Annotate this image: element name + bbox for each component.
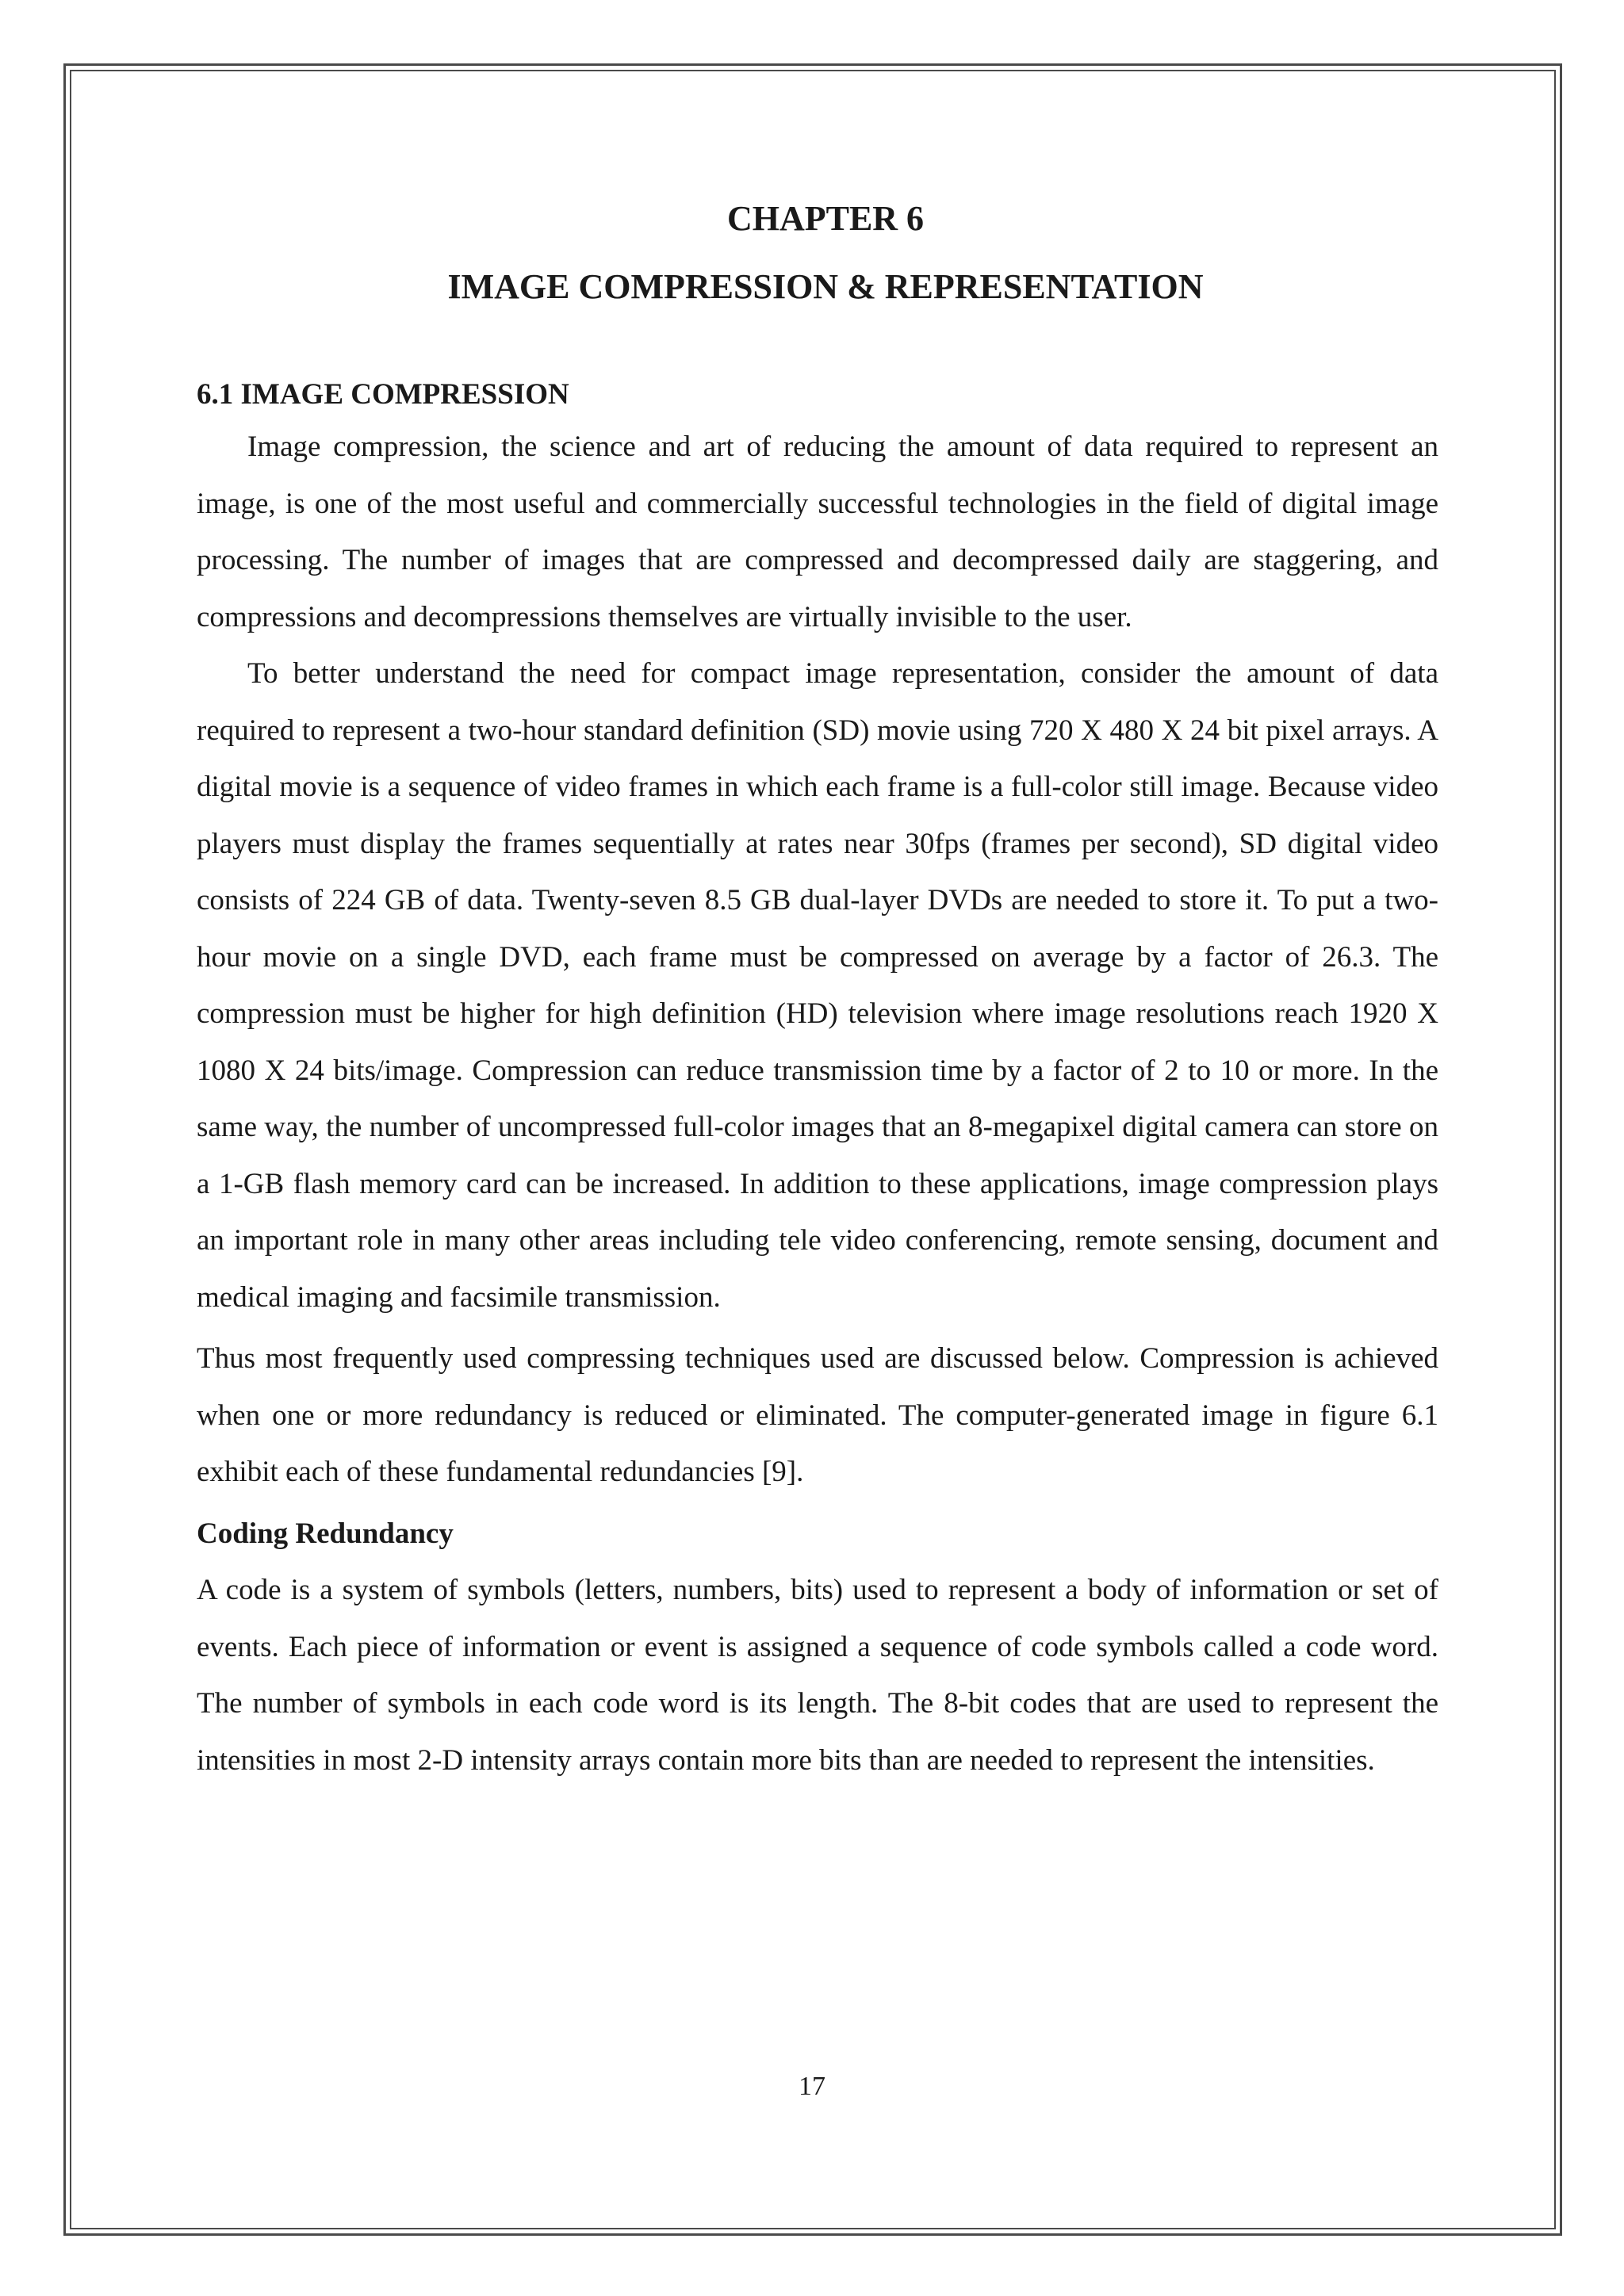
- page-content: [197, 190, 1438, 1789]
- page-number: 17: [799, 2072, 825, 2101]
- paragraph-redundancies: Thus most frequently used compressing techniques used are discussed below. Compression is achieved when one or more redundancy is reduced or eliminated. The computer-generated image in figure 6.1 exhibit each of these fundamental redundancies [9].: [197, 1342, 1438, 1488]
- paragraph-coding-redundancy: A code is a system of symbols (letters, numbers, bits) used to represent a body of information or set of events. Each piece of information or event is assigned a sequence of code symbols called a code word. The number of symbols in each code word is its length. The 8-bit codes that are used to represent the intensities in most 2-D intensity arrays contain more bits than are needed to represent the intensities.: [197, 1574, 1438, 1777]
- paragraph-compact-representation: To better understand the need for compact image representation, consider the amount of data required to represent a two-hour standard definition (SD) movie using 720 X 480 X 24 bit pixel arrays. A digital movie is a sequence of video frames in which each frame is a full-color still image. Because video players must display the frames sequentially at rates near 30fps (frames per second), SD digital video consists of 224 GB of data. Twenty-seven 8.5 GB dual-layer DVDs are needed to store it. To put a two-hour movie on a single DVD, each frame must be compressed on average by a factor of 26.3. The compression must be higher for high definition (HD) television where image resolutions reach 1920 X 1080 X 24 bits/image. Compression can reduce transmission time by a factor of 2 to 10 or more. In the same way, the number of uncompressed full-color images that an 8-megapixel digital camera can store on a 1-GB flash memory card can be increased. In addition to these applications, image compression plays an important role in many other areas including tele video conferencing, remote sensing, document and medical imaging and facsimile transmission.: [197, 657, 1438, 1314]
- paragraph-intro: Image compression, the science and art of reducing the amount of data required to represent an image, is one of the most useful and commercially successful technologies in the field of digital image processing. The number of images that are compressed and decompressed daily are staggering, and compressions and decompressions themselves are virtually invisible to the user.: [197, 430, 1438, 633]
- section-heading: 6.1 IMAGE COMPRESSION: [197, 378, 569, 411]
- subsection-heading: Coding Redundancy: [197, 1517, 454, 1550]
- chapter-number: CHAPTER 6: [726, 199, 925, 238]
- chapter-title: IMAGE COMPRESSION & REPRESENTATION: [447, 267, 1204, 306]
